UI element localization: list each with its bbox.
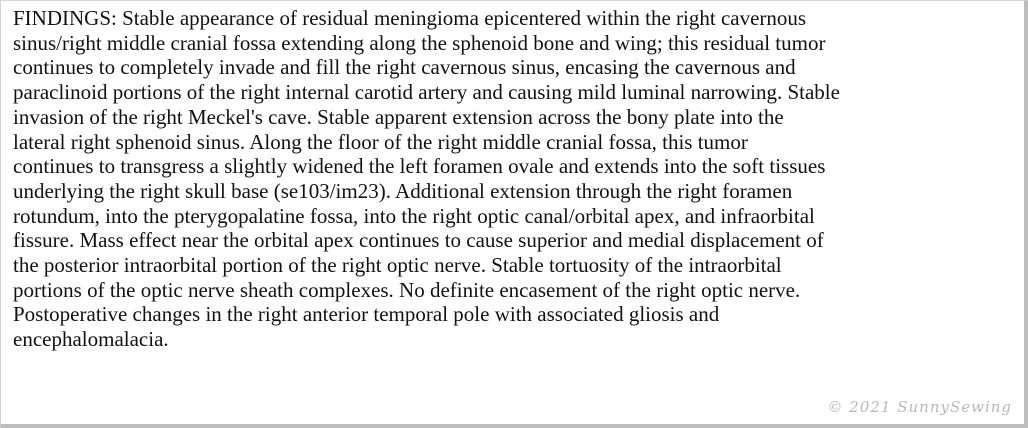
- findings-line: portions of the optic nerve sheath complexes. No definite encasement of the right optic nerve.: [13, 277, 801, 302]
- findings-line: underlying the right skull base (se103/im23). Additional extension through the right foramen: [13, 178, 793, 203]
- findings-line: fissure. Mass effect near the orbital apex continues to cause superior and medial displacement of: [13, 228, 824, 253]
- findings-paragraph: [13, 6, 1015, 352]
- findings-line: encephalomalacia.: [13, 327, 169, 352]
- findings-line: invasion of the right Meckel's cave. Stable apparent extension across the bony plate into the: [13, 104, 784, 129]
- findings-line: FINDINGS: Stable appearance of residual meningioma epicentered within the right cavernous: [13, 6, 807, 30]
- findings-line: sinus/right middle cranial fossa extending along the sphenoid bone and wing; this residual tumor: [13, 30, 826, 55]
- findings-line: Postoperative changes in the right anterior temporal pole with associated gliosis and: [13, 302, 720, 327]
- findings-line: the posterior intraorbital portion of the right optic nerve. Stable tortuosity of the intraorbital: [13, 253, 782, 278]
- copyright-watermark: © 2021 SunnySewing: [827, 398, 1012, 416]
- findings-line: continues to completely invade and fill the right cavernous sinus, encasing the cavernous and: [13, 55, 796, 80]
- findings-line: paraclinoid portions of the right internal carotid artery and causing mild luminal narrowing. Stable: [13, 80, 840, 105]
- findings-line: lateral right sphenoid sinus. Along the floor of the right middle cranial fossa, this tumor: [13, 129, 748, 154]
- findings-line: continues to transgress a slightly widened the left foramen ovale and extends into the soft tissues: [13, 154, 826, 179]
- findings-line: rotundum, into the pterygopalatine fossa, into the right optic canal/orbital apex, and infraorbital: [13, 203, 815, 228]
